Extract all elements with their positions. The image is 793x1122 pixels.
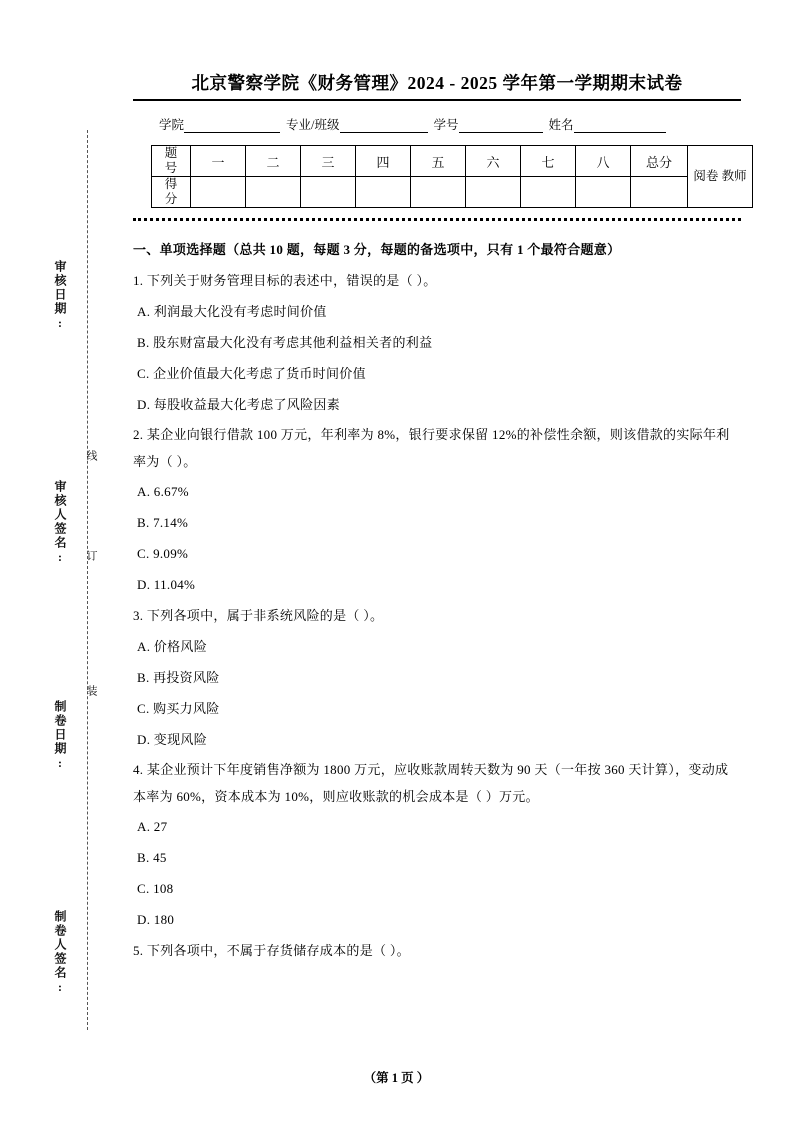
left-margin-strip	[52, 120, 112, 1040]
col-header-6: 六	[466, 146, 521, 177]
row-header-question-no: 题 号	[152, 146, 191, 177]
question-2-option-b: B. 7.14%	[137, 515, 189, 530]
field-label-name: 姓名	[548, 118, 574, 132]
seal-line-char: 线	[85, 450, 97, 462]
table-row-scores	[152, 177, 753, 208]
paper-date-label: 制卷日期:	[53, 700, 67, 772]
question-2-option-d: D. 11.04%	[137, 577, 196, 592]
review-date-label: 审核日期:	[53, 260, 67, 332]
question-3-option-c: C. 购买力风险	[137, 701, 220, 716]
reviewer-sign-label: 审核人签名:	[53, 480, 67, 566]
question-4-option-a: A. 27	[137, 819, 168, 834]
score-cell-8[interactable]	[576, 177, 631, 208]
field-blank-college[interactable]	[184, 119, 280, 133]
question-3-stem: 3. 下列各项中，属于非系统风险的是（ ）。	[133, 608, 384, 623]
page-footer: （第 1 页 ）	[363, 1071, 430, 1085]
score-cell-total[interactable]	[631, 177, 688, 208]
question-1-stem: 1. 下列关于财务管理目标的表述中，错误的是（ ）。	[133, 273, 437, 288]
page-title: 北京警察学院《财务管理》2024 - 2025 学年第一学期期末试卷	[133, 70, 741, 101]
col-header-1: 一	[191, 146, 246, 177]
seal-bind-char: 订	[85, 550, 97, 562]
score-table	[151, 145, 753, 208]
col-header-7: 七	[521, 146, 576, 177]
question-1-option-d: D. 每股收益最大化考虑了风险因素	[137, 397, 340, 412]
exam-body	[133, 235, 741, 965]
section-heading: 一、单项选择题（总共 10 题，每题 3 分，每题的备选项中，只有 1 个最符合题意）	[133, 242, 621, 257]
field-label-major-class: 专业/班级	[286, 118, 340, 132]
question-1-option-b: B. 股东财富最大化没有考虑其他利益相关者的利益	[137, 335, 433, 350]
col-header-4: 四	[356, 146, 411, 177]
col-header-5: 五	[411, 146, 466, 177]
question-3-option-b: B. 再投资风险	[137, 670, 220, 685]
score-cell-7[interactable]	[521, 177, 576, 208]
col-header-total: 总分	[631, 146, 688, 177]
col-header-8: 八	[576, 146, 631, 177]
row-header-score: 得 分	[152, 177, 191, 208]
score-cell-4[interactable]	[356, 177, 411, 208]
seal-seal-char: 装	[85, 685, 97, 697]
question-2-option-a: A. 6.67%	[137, 484, 189, 499]
dotted-separator	[133, 218, 741, 221]
question-3-option-a: A. 价格风险	[137, 639, 207, 654]
score-cell-2[interactable]	[246, 177, 301, 208]
question-1-option-a: A. 利润最大化没有考虑时间价值	[137, 304, 327, 319]
question-1-option-c: C. 企业价值最大化考虑了货币时间价值	[137, 366, 366, 381]
paper-sign-label: 制卷人签名:	[53, 910, 67, 996]
field-blank-name[interactable]	[574, 119, 666, 133]
score-cell-1[interactable]	[191, 177, 246, 208]
score-cell-3[interactable]	[301, 177, 356, 208]
table-row-question-numbers	[152, 146, 753, 177]
question-4-option-c: C. 108	[137, 881, 174, 896]
field-label-college: 学院	[159, 118, 185, 132]
col-header-teacher: 阅卷 教师	[688, 146, 753, 208]
field-blank-student-no[interactable]	[459, 119, 543, 133]
field-label-student-no: 学号	[433, 118, 459, 132]
col-header-2: 二	[246, 146, 301, 177]
question-5-stem: 5. 下列各项中，不属于存货储存成本的是（ ）。	[133, 943, 410, 958]
question-4-option-b: B. 45	[137, 850, 167, 865]
student-id-row	[133, 115, 741, 133]
col-header-3: 三	[301, 146, 356, 177]
question-4-stem: 4. 某企业预计下年度销售净额为 1800 万元，应收账款周转天数为 90 天（一年按 360 天计算），变动成本率为 60%，资本成本为 10%，则应收账款的机会成本是（ ）万元。	[133, 762, 729, 804]
score-cell-5[interactable]	[411, 177, 466, 208]
score-cell-6[interactable]	[466, 177, 521, 208]
question-2-stem: 2. 某企业向银行借款 100 万元，年利率为 8%，银行要求保留 12%的补偿性余额，则该借款的实际年利率为（ ）。	[133, 427, 730, 469]
question-3-option-d: D. 变现风险	[137, 732, 207, 747]
question-2-option-c: C. 9.09%	[137, 546, 189, 561]
exam-sheet	[133, 70, 747, 967]
question-4-option-d: D. 180	[137, 912, 175, 927]
field-blank-major-class[interactable]	[340, 119, 428, 133]
